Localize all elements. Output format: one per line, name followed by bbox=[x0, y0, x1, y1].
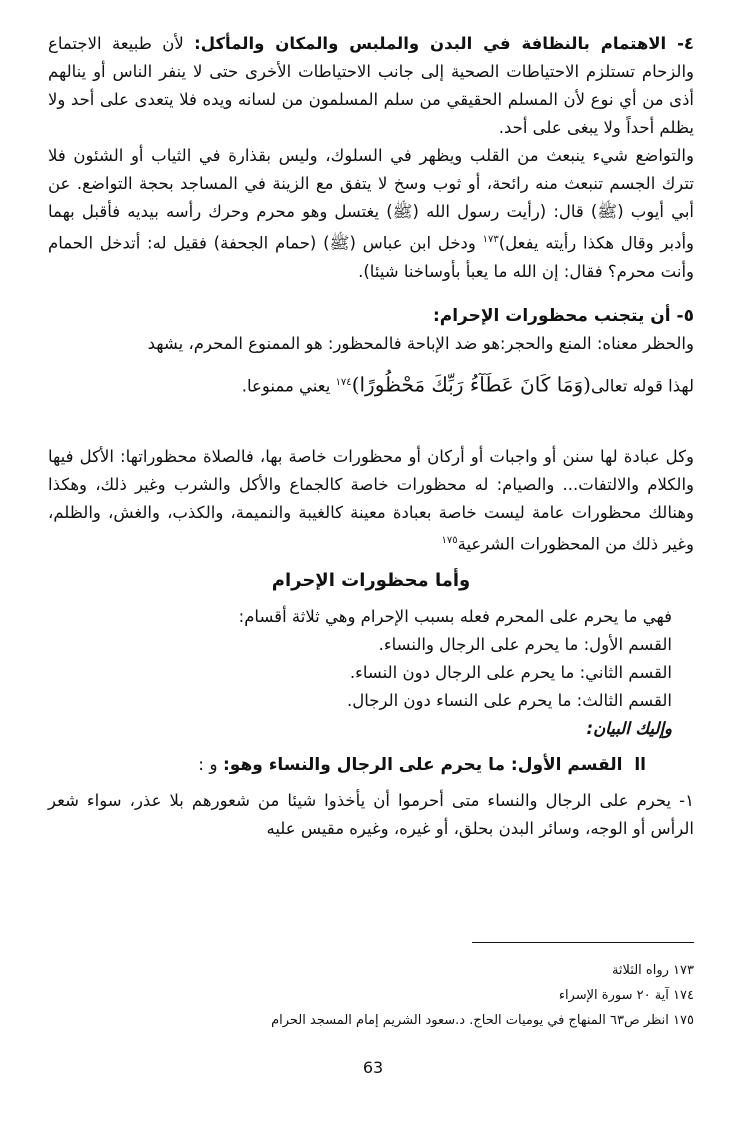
quran-prefix: لهذا قوله تعالى bbox=[590, 376, 694, 395]
worship-text: وكل عبادة لها سنن أو واجبات أو أركان أو محظورات خاصة بها، فالصلاة محظوراتها: الأكل فيها والكلام والالتفات... والصيام: له محظورات خاصة كالجماع والأكل والشرب وغير ذلك، وهكذا وهنالك محظورات عامة ليست خاصة بعبادة معينة كالغيبة والنميمة، والكذب، والغش، والظلم، وغير ذلك من المحظورات الشرعية bbox=[48, 447, 694, 554]
ihram-part3: القسم الثالث: ما يحرم على النساء دون الرجال. bbox=[347, 690, 672, 710]
footnote-174: ١٧٤ آية ٢٠ سورة الإسراء bbox=[558, 988, 694, 1003]
ihram-part2: القسم الثاني: ما يحرم على الرجال دون النساء. bbox=[349, 662, 672, 682]
footnote-ref-175: ١٧٥ bbox=[441, 535, 458, 546]
section5-heading: ٥- أن يتجنب محظورات الإحرام: bbox=[432, 305, 694, 326]
ihram-part1: القسم الأول: ما يحرم على الرجال والنساء. bbox=[378, 634, 672, 654]
part1-heading: القسم الأول: ما يحرم على الرجال والنساء وهو: bbox=[222, 754, 623, 775]
part1-heading-line bbox=[48, 751, 694, 779]
footnote-175: ١٧٥ انظر ص٦٣ المنهاج في يوميات الحاج. د.سعود الشريم إمام المسجد الحرام bbox=[271, 1013, 694, 1028]
section4-lead: ٤- الاهتمام بالنظافة في البدن والملبس والمكان والمأكل: bbox=[194, 34, 694, 53]
ihram-explanation: وإليك البيان: bbox=[586, 718, 672, 738]
part1-heading-mark: اا bbox=[634, 754, 646, 775]
definition-paragraph: والحظر معناه: المنع والحجر:هو ضد الإباحة فالمحظور: هو الممنوع المحرم، يشهد bbox=[147, 333, 694, 353]
humility-text-2: ودخل ابن عباس (ﷺ) (حمام الجحفة) فقيل له: أتدخل الحمام وأنت محرم؟ فقال: إن الله ما يعبأ بأوساخنا شيئا). bbox=[48, 233, 694, 281]
worship-paragraph bbox=[48, 443, 694, 559]
section4-text: لأن طبيعة الاجتماع والزحام تستلزم الاحتياطات الصحية إلى جانب الاحتياطات الأخرى حتى لا ينفر الناس أو ينالهم أذى من أي نوع لأن المسلم الحقيقي من سلم المسلمون من لسانه ويده فلا يتعدى على أحد ولا يظلم أحداً ولا يبغى على أحد. bbox=[48, 34, 694, 137]
ihram-intro: فهي ما يحرم على المحرم فعله بسبب الإحرام وهي ثلاثة أقسام: bbox=[238, 606, 672, 626]
quran-suffix: يعني ممنوعا. bbox=[241, 376, 336, 395]
footnote-ref-173: ١٧٣ bbox=[482, 234, 499, 245]
humility-paragraph bbox=[48, 142, 694, 286]
ihram-item1: ١- يحرم على الرجال والنساء متى أحرموا أن يأخذوا شيئا من شعورهم بلا عذر، سواء شعر الرأس أو الوجه، وسائر البدن بحلق، أو غيره، وغيره مقيس عليه bbox=[48, 790, 694, 838]
section4-paragraph bbox=[48, 30, 694, 142]
footnote-ref-174: ١٧٤ bbox=[335, 376, 352, 388]
page-number: 63 bbox=[362, 1058, 384, 1077]
footnotes bbox=[48, 958, 694, 1033]
quran-verse: (وَمَا كَانَ عَطَآءُ رَبِّكَ مَحْظُورًا) bbox=[351, 372, 591, 396]
part1-heading-suffix: و : bbox=[198, 754, 223, 775]
humility-text: والتواضع شيء ينبعث من القلب ويظهر في السلوك، وليس بقذارة في الثياب أو الشئون فلا تترك الجسم تنبعث منه رائحة، أو ثوب وسخ لا يتفق مع الزينة في المساجد بحجة التواضع. عن أبي أيوب (ﷺ) قال: (رأيت رسول الله (ﷺ) يغتسل وهو محرم وحرك رأسه بيديه فأقبل بهما وأدبر وقال هكذا رأيته يفعل) bbox=[48, 146, 694, 253]
footnote-173: ١٧٣ رواه الثلاثة bbox=[611, 963, 694, 978]
footnote-separator bbox=[472, 942, 694, 943]
ihram-heading: وأما محظورات الإحرام bbox=[271, 569, 471, 591]
quran-paragraph bbox=[48, 366, 694, 404]
